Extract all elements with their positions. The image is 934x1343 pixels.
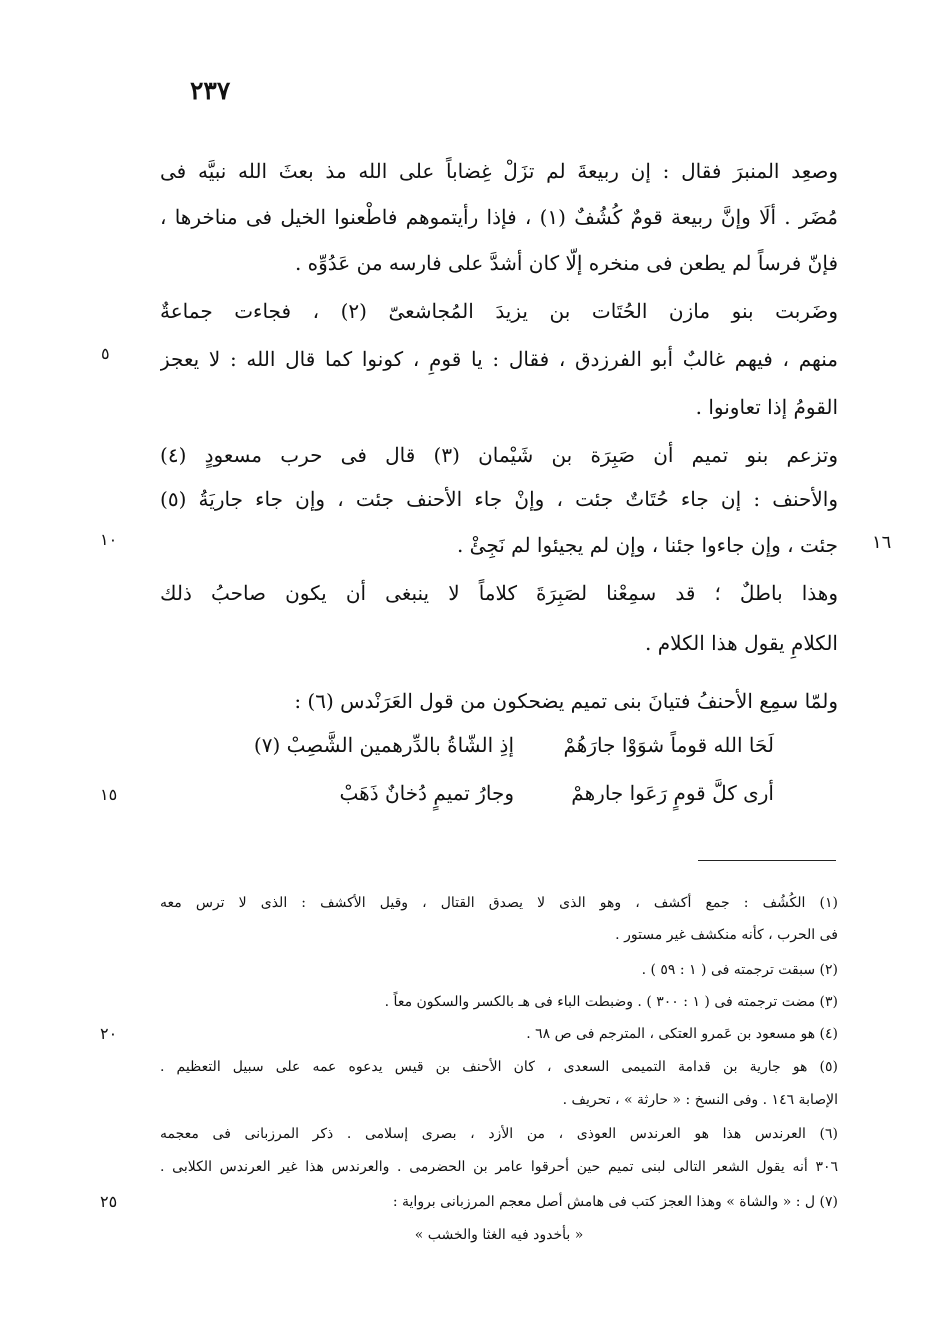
footnote-2: (٢) سبقت ترجمته فى ( ١ : ٥٩ ) . — [641, 962, 838, 978]
footnote-1-line-1: (١) الكُشُف : جمع أكشف ، وهو الذى لا يصدق القتال ، وقيل الأكشف : الذى لا ترس معه — [160, 895, 838, 911]
body-line-4: وضَربت بنو مازن الحُتَات بن يزيدَ المُجاشعىّ (٢) ، فجاءت جماعةٌ — [160, 299, 838, 323]
footnote-4: (٤) هو مسعود بن عَمرو العتكى ، المترجم فى ص ٦٨ . — [526, 1026, 838, 1042]
verse-2-first-hemistich: أرى كلَّ قومٍ رَعَوا جارهمْ — [571, 781, 774, 805]
page-number: ٢٣٧ — [190, 76, 231, 105]
body-line-1: وصعِد المنبرَ فقال : إن ربيعةَ لم تزَلْ غِضاباً على الله مذ بعثَ الله نبيَّه فى — [160, 159, 838, 183]
body-line-10: وهذا باطلٌ ؛ قد سمِعْنا لصَبِرَةَ كلاماً لا ينبغى أن يكون صاحبُ ذلك — [160, 581, 838, 605]
body-line-11: الكلامِ يقول هذا الكلام . — [645, 631, 838, 655]
verse-2-second-hemistich: وجارُ تميمٍ دُخانٌ ذَهَبْ — [339, 781, 514, 805]
footnote-7-line-1: (٧) ل : « والشاة » وهذا العجز كتب فى هامش أصل معجم المرزبانى برواية : — [392, 1194, 838, 1210]
footnote-5-line-2: الإصابة ١٤٦ . وفى النسخ : « حارثة » ، تحريف . — [562, 1092, 838, 1108]
footnote-separator — [698, 860, 836, 861]
body-line-6: القومُ إذا تعاونوا . — [695, 395, 838, 419]
footnote-6-line-2: ٣٠٦ أنه يقول الشعر التالى لبنى تميم حين أحرقوا عامر بن الحضرمى . والعرندس هذا غير العرندس الكلابى . — [160, 1159, 838, 1175]
body-line-12: ولمّا سمِع الأحنفُ فتيانَ بنى تميم يضحكون من قول العَرَنْدس (٦) : — [294, 689, 838, 713]
verse-1-first-hemistich: لَحَا الله قوماً شوَوْا جارَهُمْ — [563, 733, 774, 757]
footnote-5-line-1: (٥) هو جارية بن قدامة التميمى السعدى ، كان الأحنف بن قيس يدعوه عمه على سبيل التعظيم . — [160, 1059, 838, 1075]
footnote-6-line-1: (٦) العرندس هذا هو العرندس العوذى ، من الأزد ، بصرى إسلامى . ذكر المرزبانى فى معجمه — [160, 1126, 838, 1142]
margin-line-number-25: ٢٥ — [100, 1192, 118, 1211]
body-line-8: والأحنف : إن جاء حُتَاتٌ جئت ، وإنْ جاء الأحنف جئت ، وإن جاء جاريَةُ (٥) — [160, 487, 838, 511]
side-page-reference: ١٦ — [872, 532, 892, 553]
margin-line-number-10: ١٠ — [100, 530, 118, 549]
body-line-3: فإنّ فرساً لم يطعن فى منخره إلّا كان أشدَّ على فارسه من عَدُوِّه . — [294, 251, 838, 275]
verse-1-second-hemistich: إذِ الشّاةُ بالدِّرهمين الشَّصِبْ (٧) — [253, 733, 514, 757]
body-line-5: منهم ، فيهم غالبٌ أبو الفرزدق ، فقال : يا قومِ ، كونوا كما قال الله : لا يعجز — [160, 347, 838, 371]
footnote-1-line-2: فى الحرب ، كأنه منكشف غير مستور . — [615, 927, 838, 943]
footnote-3: (٣) مضت ترجمته فى ( ١ : ٣٠٠ ) . وضبطت الباء فى هـ بالكسر والسكون معاً . — [384, 994, 838, 1010]
body-line-7: وتزعم بنو تميم أن صَبِرَة بن شَيْمان (٣) قال فى حرب مسعودٍ (٤) — [160, 443, 838, 467]
body-line-9: جئت ، وإن جاءوا جئنا ، وإن لم يجيئوا لم نَجِئْ . — [456, 533, 838, 557]
body-line-2: مُضَر . ألَا وإنَّ ربيعة قومٌ كُشُفٌ (١) ، فإذا رأيتموهم فاطْعنوا الخيل فى مناخرها ، — [160, 205, 838, 229]
footnote-7-line-2: « بأخدود فيه الغثا والخشب » — [414, 1227, 584, 1243]
margin-line-number-20: ٢٠ — [100, 1024, 118, 1043]
margin-line-number-5: ٥ — [101, 344, 110, 363]
margin-line-number-15: ١٥ — [100, 785, 118, 804]
